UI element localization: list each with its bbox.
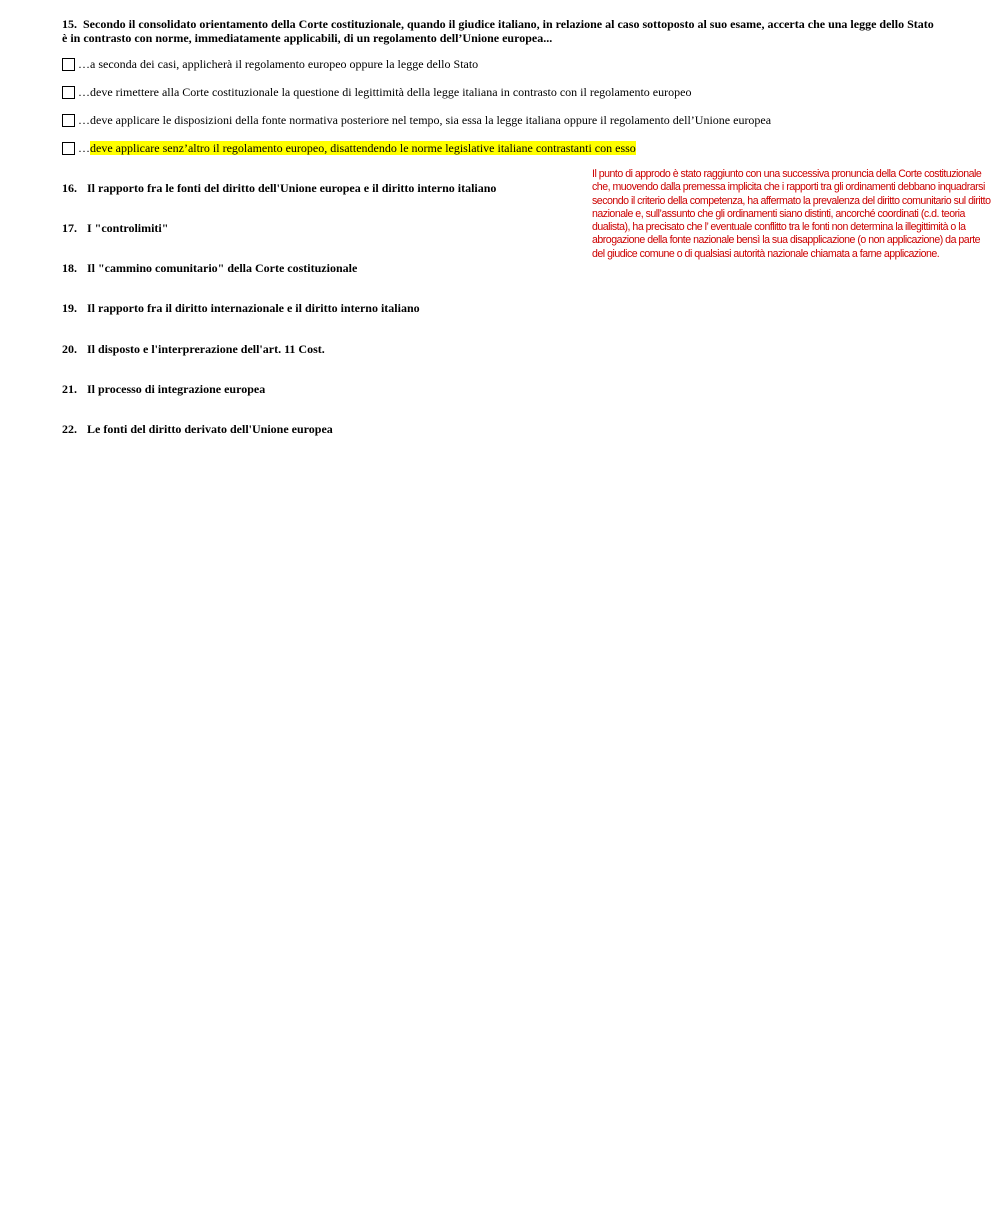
option-text: a seconda dei casi, applicherà il regolamento europeo oppure la legge dello Stato	[90, 57, 479, 71]
question-22	[62, 422, 333, 436]
question-15	[62, 17, 942, 45]
question-19	[62, 301, 420, 315]
question-text: Il "cammino comunitario" della Corte costituzionale	[87, 261, 358, 275]
answer-option-2[interactable]	[62, 84, 691, 100]
option-text: deve applicare le disposizioni della fonte normativa posteriore nel tempo, sia essa la legge italiana oppure il regolamento dell’Unione europea	[90, 113, 772, 127]
option-prefix: …	[78, 57, 90, 71]
question-number: 21.	[62, 382, 77, 396]
question-17	[62, 221, 168, 235]
annotation-note: Il punto di approdo è stato raggiunto con una successiva pronuncia della Corte costituzionale che, muovendo dalla premessa implicita che i rapporti tra gli ordinamenti debbano inquadrarsi secondo il criterio della competenza, ha affermato la prevalenza del diritto comunitario sul diritto nazionale e, sull’assunto che gli ordinamenti siano distinti, ancorché coordinati (c.d. teoria dualista), ha precisato che l’ eventuale conflitto tra le fonti non determina la illegittimità o la abrogazione della fonte nazionale bensì la sua disapplicazione (o non applicazione) da parte del giudice comune o di qualsiasi autorità nazionale chiamata a farne applicazione.	[592, 168, 991, 260]
question-number: 20.	[62, 342, 77, 356]
checkbox[interactable]	[62, 114, 75, 127]
option-prefix: …	[78, 85, 90, 99]
question-20	[62, 342, 325, 356]
question-number: 15.	[62, 17, 77, 31]
checkbox[interactable]	[62, 86, 75, 99]
answer-option-1[interactable]	[62, 56, 478, 72]
option-text: deve rimettere alla Corte costituzionale la questione di legittimità della legge italiana in contrasto con il regolamento europeo	[90, 85, 692, 99]
question-16	[62, 181, 496, 195]
question-number: 22.	[62, 422, 77, 436]
option-prefix: …	[78, 113, 90, 127]
highlighted-option-text: deve applicare senz’altro il regolamento europeo, disattendendo le norme legislative italiane contrastanti con esso	[90, 141, 636, 155]
question-text: Secondo il consolidato orientamento della Corte costituzionale, quando il giudice italiano, in relazione al caso sottoposto al suo esame, accerta che una legge dello Stato è in contrasto con norme, immediatamente applicabili, di un regolamento dell’Unione europea...	[62, 17, 934, 45]
question-18	[62, 261, 357, 275]
question-text: Il disposto e l'interprerazione dell'art. 11 Cost.	[87, 342, 325, 356]
question-text: Il rapporto fra il diritto internazionale e il diritto interno italiano	[87, 301, 420, 315]
option-prefix: …	[78, 141, 90, 155]
question-number: 16.	[62, 181, 77, 195]
question-text: Il processo di integrazione europea	[87, 382, 266, 396]
checkbox[interactable]	[62, 58, 75, 71]
answer-option-3[interactable]	[62, 112, 771, 128]
question-number: 17.	[62, 221, 77, 235]
question-text: Il rapporto fra le fonti del diritto dell'Unione europea e il diritto interno italiano	[87, 181, 497, 195]
question-text: Le fonti del diritto derivato dell'Unione europea	[87, 422, 333, 436]
question-number: 19.	[62, 301, 77, 315]
answer-option-4[interactable]	[62, 140, 636, 156]
question-21	[62, 382, 265, 396]
question-text: I "controlimiti"	[87, 221, 169, 235]
checkbox[interactable]	[62, 142, 75, 155]
question-number: 18.	[62, 261, 77, 275]
